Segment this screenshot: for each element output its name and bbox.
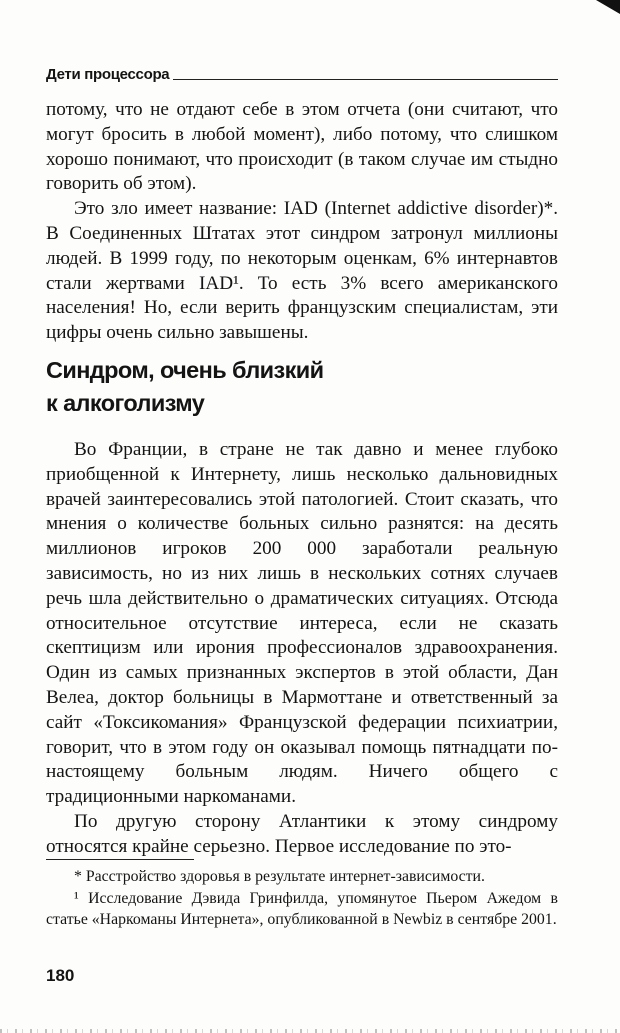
running-head-title: Дети процессора — [46, 66, 170, 83]
page-corner-mark — [596, 0, 620, 14]
text-block-top — [46, 98, 558, 346]
paragraph-france: Во Франции, в стране не так давно и менее глубоко приобщенной к Интернету, лишь несколько дальновидных врачей заинтересовались этой патологией. Стоит сказать, что мнения о количестве больных сильно разнятся: на десять миллионов игроков 200 000 заработали реальную зависимость, но из них лишь в нескольких сотнях случаев речь шла действительно о драматических ситуациях. Отсюда относительное отсутствие интереса, если не сказать скептицизм или ирония профессионалов здравоохранения. Один из самых признанных экспертов в этой области, Дан Велеа, доктор больницы в Мармоттане и ответственный за сайт «Токсикомания» Французской федерации психиатрии, говорит, что в этом году он оказывал помощь пятнадцати по-настоящему больным людям. Ничего общего с традиционными наркоманами. — [46, 439, 558, 808]
running-head-rule — [173, 79, 558, 80]
section-heading — [46, 354, 446, 420]
footnotes — [46, 866, 558, 931]
footnote-rule — [46, 859, 194, 860]
footnote-asterisk: * Расстройство здоровья в результате интернет-зависимости. — [74, 868, 485, 885]
page-number: 180 — [46, 966, 75, 985]
paragraph-iad: Это зло имеет название: IAD (Internet addictive disorder)*. В Соединенных Штатах этот синдром затронул миллионы людей. В 1999 году, по некоторым оценкам, 6% интернавтов стали жертвами IAD¹. То есть 3% всего американского населения! Но, если верить французским специалистам, эти цифры очень сильно завышены. — [46, 198, 558, 344]
paragraph-atlantic: По другую сторону Атлантики к этому синдрому относятся крайне серьезно. Первое исследование по это- — [46, 810, 558, 857]
running-head — [46, 60, 558, 82]
footnote-one: ¹ Исследование Дэвида Гринфилда, упомянутое Пьером Ажедом в статье «Наркоманы Интернета», опубликованной в Newbiz в сентябре 2001. — [46, 889, 558, 928]
scan-edge-noise — [0, 1029, 620, 1033]
section-heading-line-1: Синдром, очень близкий — [46, 357, 324, 383]
paragraph-continued: потому, что не отдают себе в этом отчета (они считают, что могут бросить в любой момент), либо потому, что слишком хорошо понимают, что происходит (в таком случае им стыдно говорить об этом). — [46, 99, 558, 195]
text-block-main — [46, 438, 558, 860]
section-heading-line-2: к алкоголизму — [46, 390, 205, 416]
